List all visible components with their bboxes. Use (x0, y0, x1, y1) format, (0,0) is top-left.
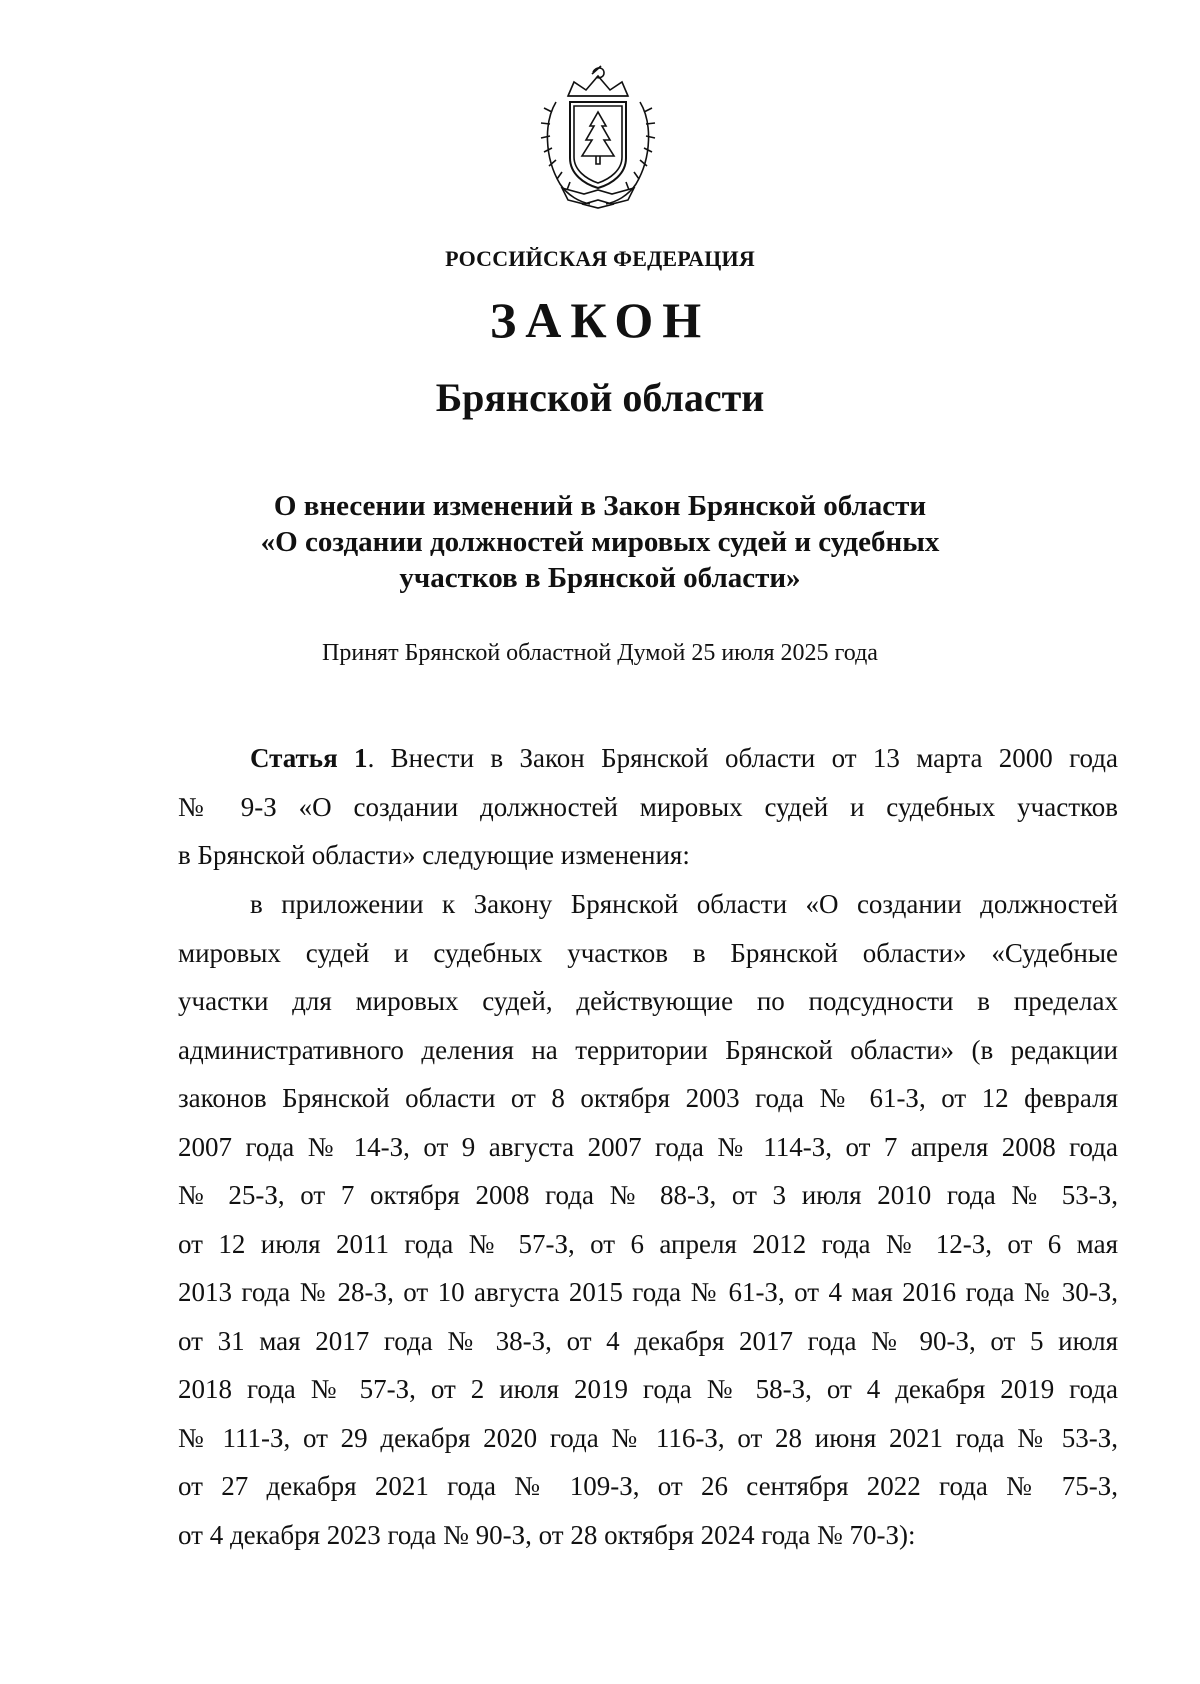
paragraph-line: от 31 мая 2017 года № 38-З, от 4 декабря 2017 года № 90-З, от 5 июля (178, 1325, 1118, 1356)
article-1-line (178, 734, 1118, 783)
paragraph-line: 2007 года № 14-З, от 9 августа 2007 года № 114-З, от 7 апреля 2008 года (178, 1131, 1118, 1162)
paragraph-line: мировых судей и судебных участков в Брянской области» «Судебные (178, 937, 1118, 968)
amendment-paragraph (178, 880, 1118, 1559)
paragraph-line: от 4 декабря 2023 года № 90-З, от 28 октября 2024 года № 70-З): (178, 1519, 916, 1550)
paragraph-line: участки для мировых судей, действующие по подсудности в пределах (178, 986, 1118, 1016)
law-title-line: О внесении изменений в Закон Брянской области (273, 490, 927, 522)
paragraph-line: от 12 июля 2011 года № 57-З, от 6 апреля 2012 года № 12-З, от 6 мая (178, 1228, 1118, 1259)
law-title (0, 488, 1200, 596)
country-heading: РОССИЙСКАЯ ФЕДЕРАЦИЯ (445, 246, 755, 271)
article-1 (178, 734, 1118, 880)
law-title-line: «О создании должностей мировых судей и судебных (260, 526, 940, 558)
article-1-label: Статья 1 (250, 743, 368, 773)
paragraph-line: административного деления на территории Брянской области» (в редакции (178, 1034, 1118, 1065)
paragraph-line: № 25-З, от 7 октября 2008 года № 88-З, от 3 июля 2010 года № 53-З, (178, 1180, 1118, 1210)
article-1-line: в Брянской области» следующие изменения: (178, 840, 690, 870)
paragraph-line: 2013 года № 28-З, от 10 августа 2015 года № 61-З, от 4 мая 2016 года № 30-З, (178, 1277, 1118, 1307)
paragraph-line: от 27 декабря 2021 года № 109-З, от 26 сентября 2022 года № 75-З, (178, 1471, 1118, 1501)
region-heading: Брянской области (435, 375, 765, 420)
paragraph-line: в приложении к Закону Брянской области «О создании должностей (250, 889, 1118, 919)
article-1-text: . Внести в Закон Брянской области от 13 марта 2000 года (367, 743, 1119, 773)
coat-of-arms-icon (538, 62, 658, 210)
paragraph-line: № 111-З, от 29 декабря 2020 года № 116-З, от 28 июня 2021 года № 53-З, (178, 1422, 1118, 1453)
article-1-line: № 9-З «О создании должностей мировых судей и судебных участков (178, 791, 1118, 822)
paragraph-line: 2018 года № 57-З, от 2 июля 2019 года № 58-З, от 4 декабря 2019 года (178, 1374, 1118, 1404)
adoption-note: Принят Брянской областной Думой 25 июля 2025 года (322, 640, 878, 666)
document-type-heading: ЗАКОН (489, 292, 711, 348)
paragraph-line: законов Брянской области от 8 октября 2003 года № 61-З, от 12 февраля (178, 1083, 1118, 1113)
law-title-line: участков в Брянской области» (399, 562, 801, 594)
